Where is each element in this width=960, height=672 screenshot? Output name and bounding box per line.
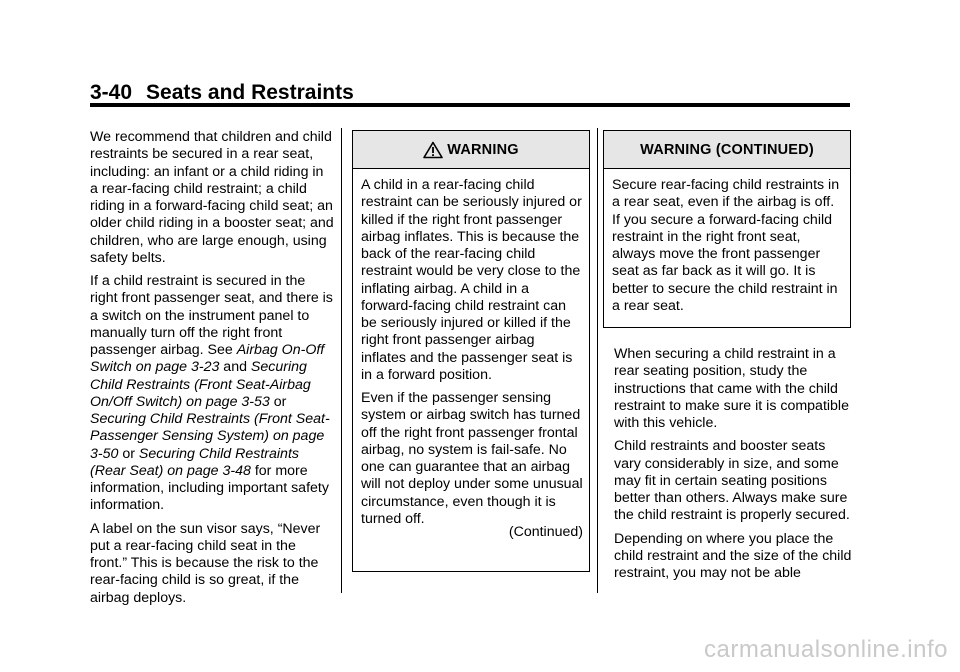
warning-triangle-icon (423, 141, 443, 159)
warning-header (604, 131, 850, 169)
continued-label: (Continued) (508, 524, 583, 540)
page-title: Seats and Restraints (146, 81, 354, 104)
paragraph: We recommend that children and child restraints be secured in a rear seat, including: an infant or a child riding in a rear-facing child restraint; a child riding in a forward-facing child seat; an older child riding in a booster seat; and children, who are large enough, using safety belts. (90, 129, 334, 266)
paragraph: A child in a rear-facing child restraint can be seriously injured or killed if the right front passenger airbag inflates. This is because the back of the rear-facing child restraint would be very close to the inflating airbag. A child in a forward-facing child restraint can be seriously injured or killed if the right front passenger airbag inflates and the passenger seat is in a forward position. (361, 177, 582, 383)
warning-box (352, 130, 590, 572)
page-number: 3-40 (90, 81, 133, 104)
paragraph: When securing a child restraint in a rear seating position, study the instructions that came with the child restraint to make sure it is compatible with this vehicle. (614, 346, 849, 431)
text-run: If a child restraint is secured in the right front passenger seat, and there is a switch on the instrument panel to manually turn off the right front passenger airbag. See (90, 273, 333, 358)
column-divider-left (341, 128, 342, 593)
paragraph: Child restraints and booster seats vary considerably in size, and some may fit in certain seating positions better than others. Always make sure the child restraint is properly secured. (614, 438, 850, 524)
paragraph: Secure rear-facing child restraints in a rear seat, even if the airbag is off. If you secure a forward-facing child restraint in the right front seat, always move the front passenger seat as far back as it will go. It is better to secure the child restraint in a rear seat. (612, 177, 840, 314)
warning-body (353, 169, 589, 547)
text-run: for more information, including important safety information. (90, 462, 329, 514)
cross-reference-link[interactable]: Securing Child Restraints (Front Seat-Passenger Sensing System) on page 3-50 (90, 411, 330, 462)
paragraph: Even if the passenger sensing system or airbag switch has turned off the right front passenger frontal airbag, no system is fail-safe. No one can guarantee that an airbag will not deploy under some unusual circumstance, even though it is turned off. (361, 390, 583, 527)
warning-title: WARNING (CONTINUED) (640, 141, 814, 158)
cross-reference-link[interactable]: Securing Child Restraints (Rear Seat) on page 3-48 (90, 445, 299, 479)
warning-continued-box (603, 130, 851, 328)
warning-header (353, 131, 589, 169)
paragraph: A label on the sun visor says, “Never put a rear-facing child seat in the front.” This is because the risk to the rear-facing child is so great, if the airbag deploys. (90, 520, 321, 606)
cross-reference-link[interactable]: Airbag On-Off Switch on page 3-23 (90, 342, 325, 376)
text-run: or (118, 445, 139, 462)
right-column (614, 346, 854, 588)
text-run: or (269, 393, 287, 410)
watermark: carmanualsonline.info (704, 636, 948, 663)
header-rule (90, 103, 850, 107)
cross-reference-link[interactable]: Securing Child Restraints (Front Seat-Airbag On/Off Switch) on page 3-53 (90, 359, 311, 410)
warning-title: WARNING (447, 141, 519, 158)
paragraph (90, 273, 335, 515)
warning-body (604, 169, 850, 327)
paragraph: Depending on where you place the child restraint and the size of the child restraint, you may not be able (614, 530, 852, 581)
column-divider-right (597, 128, 598, 593)
text-run: and (219, 359, 251, 376)
left-column (90, 129, 335, 613)
